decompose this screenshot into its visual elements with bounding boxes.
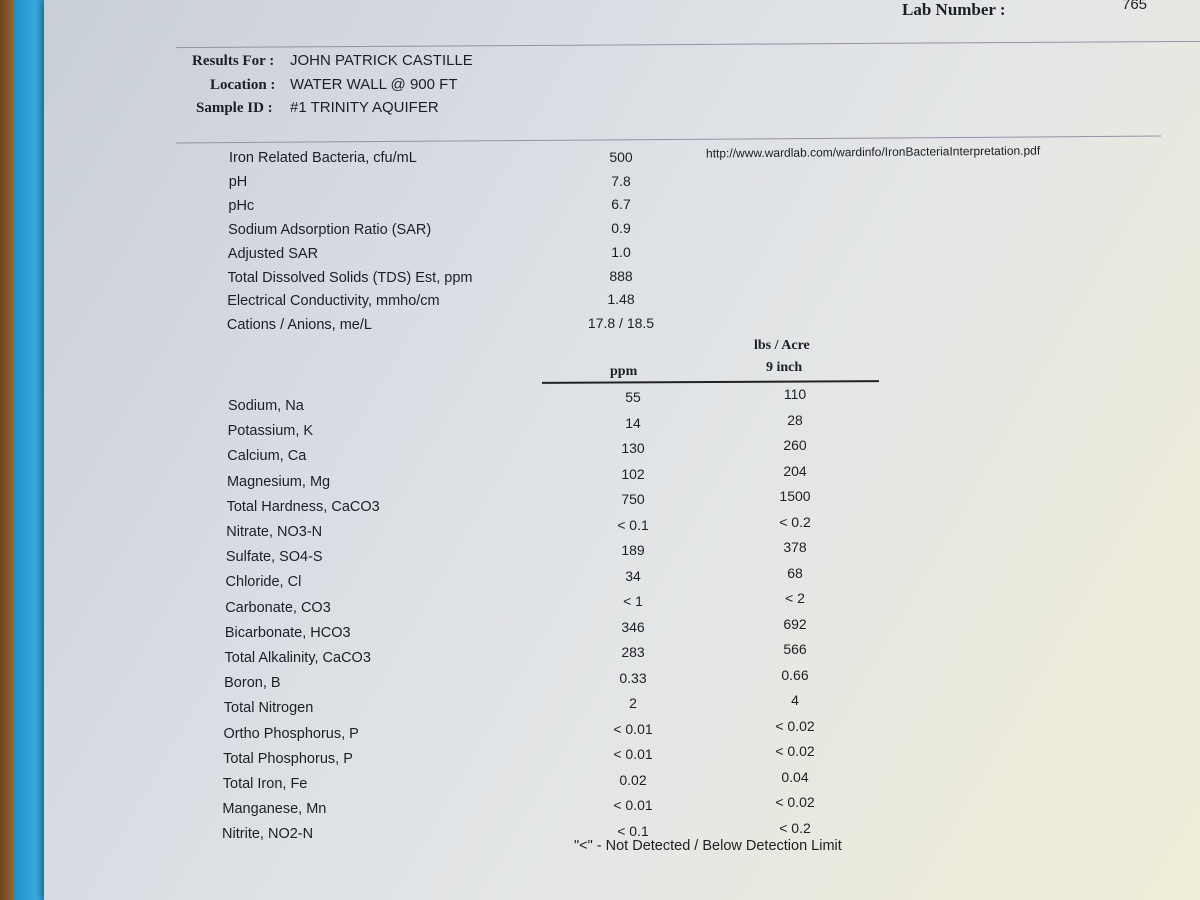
analyte-ppm-value: 130 [621,440,645,456]
analyte-lbs-acre-value: < 0.02 [775,717,815,734]
analyte-label: Manganese, Mn [222,801,327,818]
analyte-ppm-value: 0.02 [619,771,647,788]
result-label: Sodium Adsorption Ratio (SAR) [228,221,432,238]
sample-id-value: #1 TRINITY AQUIFER [290,99,439,116]
analyte-label: Sodium, Na [228,398,304,414]
analyte-lbs-acre-value: < 0.2 [779,513,811,530]
results-for-label: Results For : [192,53,275,69]
result-value: 17.8 / 18.5 [587,314,655,331]
analyte-ppm-value: < 0.01 [613,797,653,813]
result-label: Iron Related Bacteria, cfu/mL [229,150,417,166]
result-value: 7.8 [611,172,631,189]
header-rule-bottom [176,136,1161,144]
analyte-ppm-value: 283 [621,644,645,660]
analyte-ppm-value: < 0.1 [617,516,649,533]
result-label: Adjusted SAR [227,245,319,262]
analyte-label: Nitrate, NO3-N [226,524,323,540]
analyte-label: Boron, B [224,675,281,692]
analyte-label: Total Phosphorus, P [223,750,353,767]
lab-report-page [44,0,1200,900]
analyte-label: Magnesium, Mg [226,473,331,490]
analyte-ppm-value: 0.33 [619,669,647,686]
result-label: Total Dissolved Solids (TDS) Est, ppm [227,269,473,286]
result-value: 1.48 [607,291,635,308]
lab-number-label: Lab Number : [902,0,1006,19]
location-label: Location : [210,77,276,93]
analyte-ppm-value: < 0.01 [613,746,653,762]
analyte-label: Total Iron, Fe [222,776,308,792]
analyte-label: Potassium, K [227,423,314,440]
analyte-lbs-acre-value: 566 [783,641,807,657]
analyte-lbs-acre-value: 68 [787,564,803,581]
analyte-lbs-acre-value: 260 [783,437,807,453]
analyte-lbs-acre-value: 0.04 [781,768,809,785]
result-label: pHc [228,197,255,214]
analyte-label: Bicarbonate, HCO3 [224,624,351,641]
detection-limit-footnote: "<" - Not Detected / Below Detection Limit [574,838,842,854]
result-value: 6.7 [611,196,631,213]
analyte-ppm-value: 2 [629,695,637,711]
analyte-lbs-acre-value: 378 [783,539,807,555]
analyte-ppm-value: 55 [625,389,641,405]
header-rule-top [176,41,1200,48]
analyte-ppm-value: 14 [625,414,641,431]
analyte-lbs-acre-value: < 0.02 [775,743,815,759]
analyte-ppm-value: 750 [621,491,645,507]
sample-id-label: Sample ID : [196,100,273,116]
analyte-label: Sulfate, SO4-S [225,549,323,566]
result-value: 888 [609,267,633,284]
lab-number-value: 765 [1122,0,1148,13]
analyte-lbs-acre-value: 204 [783,462,807,479]
analyte-lbs-acre-value: 692 [783,615,807,632]
analyte-lbs-acre-value: 0.66 [781,666,809,683]
analyte-lbs-acre-value: 110 [783,386,807,402]
analyte-label: Total Nitrogen [223,700,314,717]
analyte-lbs-acre-value: < 0.2 [779,819,811,836]
analyte-ppm-value: < 0.01 [613,720,653,737]
analyte-ppm-value: 102 [621,465,645,482]
result-value: 0.9 [611,220,631,237]
analyte-ppm-value: 34 [625,567,641,584]
result-label: Cations / Anions, me/L [226,317,372,334]
column-header-ppm: ppm [610,364,638,379]
column-header-lbs-acre: lbs / Acre [754,338,810,353]
analyte-lbs-acre-value: 1500 [779,488,811,504]
analyte-lbs-acre-value: < 2 [785,590,805,606]
result-label: Electrical Conductivity, mmho/cm [227,293,440,310]
analyte-ppm-value: 346 [621,618,645,635]
analyte-lbs-acre-value: 4 [791,692,799,708]
result-label: pH [228,173,248,190]
analyte-label: Calcium, Ca [227,448,307,465]
analyte-label: Chloride, Cl [225,574,302,591]
result-value: 500 [609,149,633,165]
analyte-lbs-acre-value: < 0.02 [775,794,815,810]
column-header-9-inch: 9 inch [766,360,803,375]
analyte-ppm-value: 189 [621,542,645,558]
analyte-label: Ortho Phosphorus, P [223,725,359,742]
results-for-value: JOHN PATRICK CASTILLE [290,52,473,69]
analyte-label: Total Hardness, CaCO3 [226,498,380,515]
analyte-label: Carbonate, CO3 [225,599,331,616]
column-header-underline [542,380,879,384]
analyte-lbs-acre-value: 28 [787,411,803,428]
result-value: 1.0 [611,243,631,260]
iron-bacteria-interpretation-link[interactable]: http://www.wardlab.com/wardinfo/IronBacteriaInterpretation.pdf [705,143,1041,161]
analyte-label: Nitrite, NO2-N [222,826,314,843]
location-value: WATER WALL @ 900 FT [290,76,458,93]
analyte-label: Total Alkalinity, CaCO3 [224,650,371,666]
analyte-ppm-value: < 0.1 [617,822,649,839]
analyte-ppm-value: < 1 [623,593,643,609]
